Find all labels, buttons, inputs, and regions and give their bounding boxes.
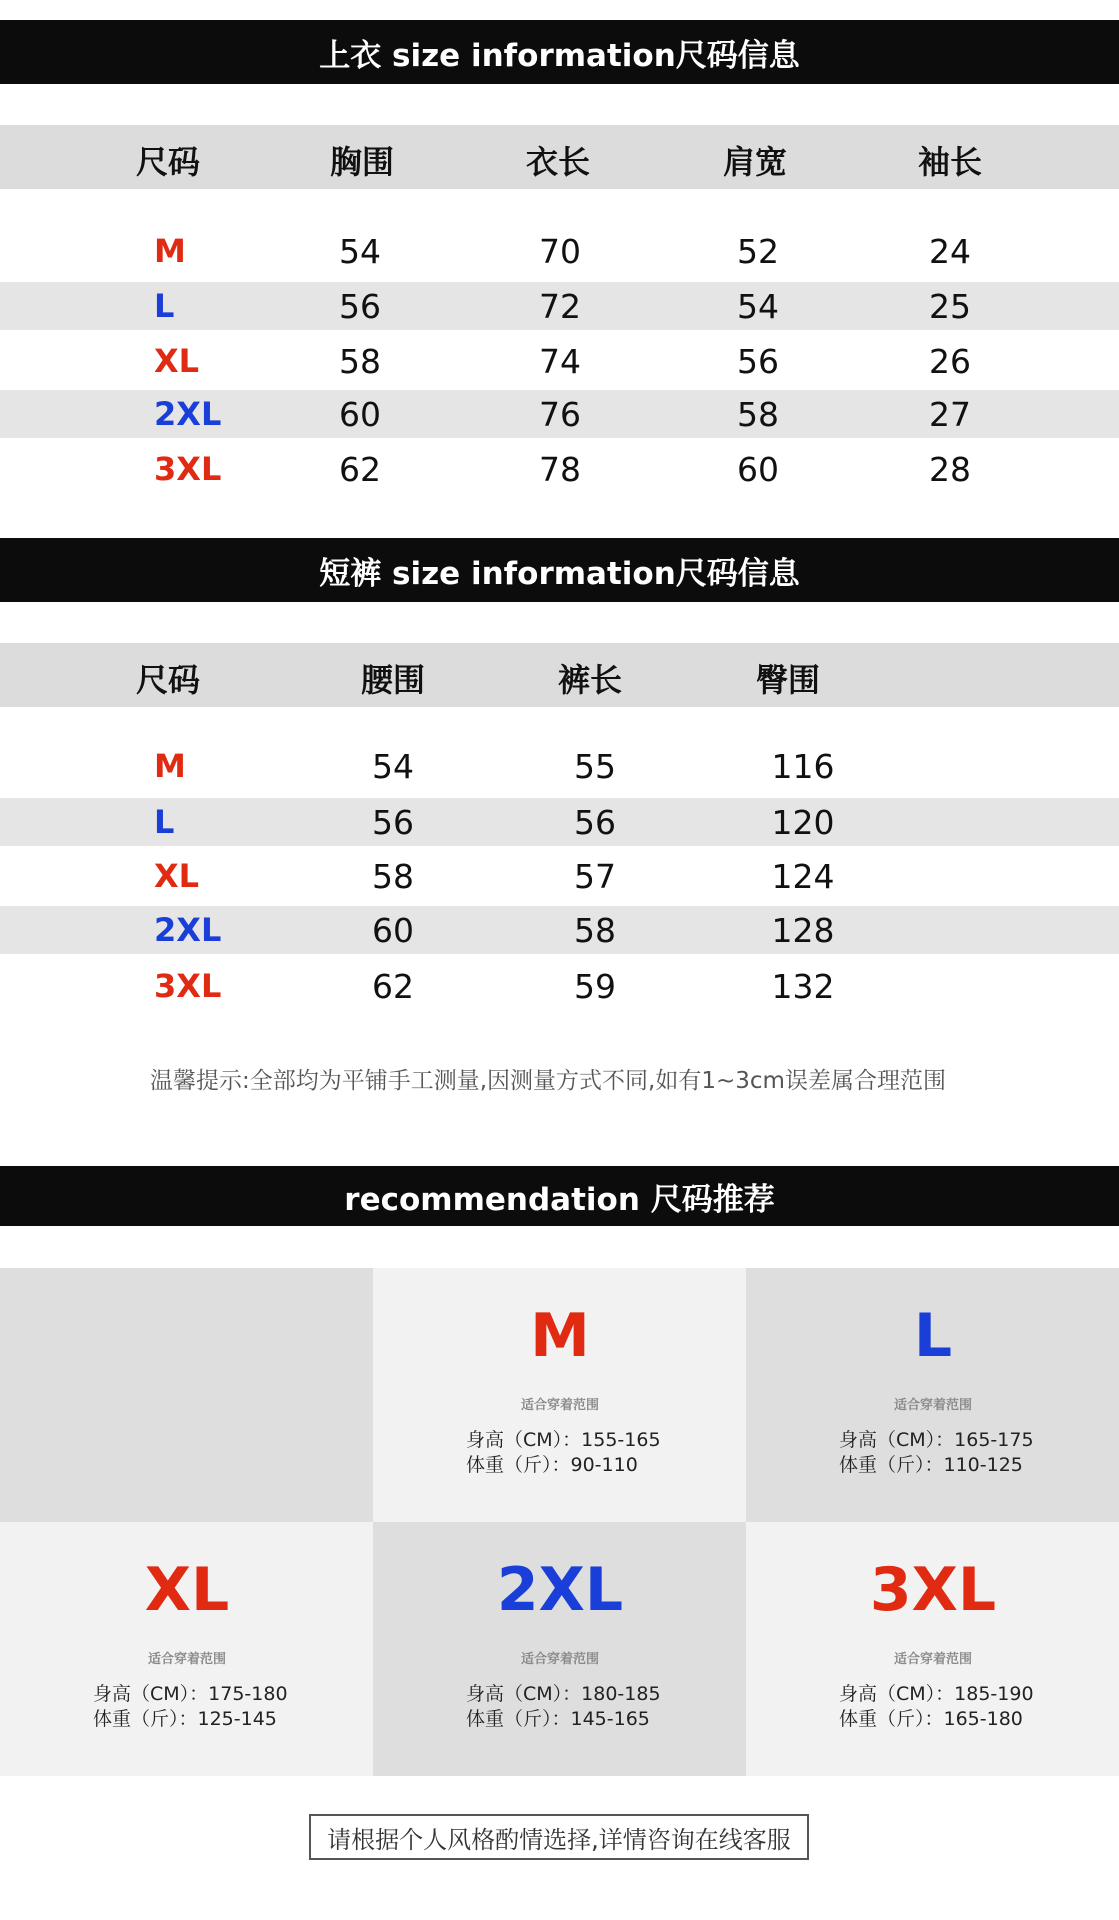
table-cell: 28 [929,450,971,489]
table-cell: 60 [339,395,381,434]
shorts-title: 短裤 size information尺码信息 [319,555,800,592]
card-specs [839,1682,1034,1732]
shorts-table-header [0,643,1119,707]
table-cell: 72 [539,287,581,326]
tops-header-chest: 胸围 [329,143,395,181]
table-cell: 128 [771,911,835,950]
table-cell: 132 [771,967,835,1006]
table-cell: 56 [737,342,779,381]
card-weight: 体重（斤）：90-110 [466,1454,638,1476]
size-label: XL [154,342,200,380]
table-cell: 120 [771,803,835,842]
recommendation-card-3xl [746,1522,1119,1776]
recommendation-card-m [373,1268,747,1522]
table-cell: 78 [539,450,581,489]
contact-service-button[interactable] [309,1814,809,1860]
card-specs [839,1428,1034,1478]
card-specs [93,1682,288,1732]
table-cell: 24 [929,232,971,271]
recommendation-card-xl [0,1522,374,1776]
table-cell: 59 [574,967,616,1006]
recommendation-title: recommendation 尺码推荐 [344,1181,775,1218]
table-cell: 26 [929,342,971,381]
card-height: 身高（CM）：165-175 [839,1429,1034,1451]
table-row [0,227,1119,275]
size-label: M [154,747,186,785]
size-label: XL [154,857,200,895]
measurement-note: 温馨提示:全部均为平铺手工测量,因测量方式不同,如有1~3cm误差属合理范围 [150,1068,946,1094]
shorts-title-bar [0,538,1119,602]
table-cell: 52 [737,232,779,271]
tops-header-sleeve: 袖长 [917,143,983,181]
table-row [0,962,1119,1010]
shorts-header-length: 裤长 [557,661,623,699]
table-row [0,445,1119,493]
card-weight: 体重（斤）：145-165 [466,1708,650,1730]
table-cell: 55 [574,747,616,786]
table-row [0,852,1119,900]
table-row [0,390,1119,438]
tops-header-size: 尺码 [135,143,201,181]
card-size: 3XL [869,1555,997,1625]
card-size: XL [144,1555,230,1625]
table-cell: 25 [929,287,971,326]
table-cell: 70 [539,232,581,271]
table-cell: 57 [574,857,616,896]
card-fit-label: 适合穿着范围 [893,1652,972,1667]
card-height: 身高（CM）：155-165 [466,1429,661,1451]
card-height: 身高（CM）：185-190 [839,1683,1034,1705]
card-fit-label: 适合穿着范围 [520,1652,599,1667]
table-cell: 116 [771,747,835,786]
table-cell: 56 [574,803,616,842]
tops-header-shoulder: 肩宽 [722,143,788,181]
shorts-header-waist: 腰围 [360,661,426,699]
card-height: 身高（CM）：175-180 [93,1683,288,1705]
table-row [0,742,1119,790]
tops-title-bar [0,20,1119,84]
size-label: 2XL [154,395,222,433]
size-label: 3XL [154,967,222,1005]
table-cell: 76 [539,395,581,434]
table-row [0,798,1119,846]
size-label: 2XL [154,911,222,949]
card-fit-label: 适合穿着范围 [147,1652,226,1667]
card-weight: 体重（斤）：165-180 [839,1708,1023,1730]
table-row [0,337,1119,385]
card-height: 身高（CM）：180-185 [466,1683,661,1705]
table-row [0,906,1119,954]
size-label: L [154,803,175,841]
card-weight: 体重（斤）：110-125 [839,1454,1023,1476]
card-specs [466,1682,661,1732]
table-cell: 60 [372,911,414,950]
table-cell: 56 [372,803,414,842]
table-cell: 74 [539,342,581,381]
table-cell: 54 [372,747,414,786]
table-cell: 58 [372,857,414,896]
recommendation-title-bar [0,1166,1119,1226]
card-size: M [530,1301,590,1371]
table-cell: 62 [372,967,414,1006]
card-fit-label: 适合穿着范围 [893,1398,972,1413]
table-cell: 62 [339,450,381,489]
tops-table-header [0,125,1119,189]
contact-service-label: 请根据个人风格酌情选择,详情咨询在线客服 [327,1825,791,1854]
table-row [0,282,1119,330]
table-cell: 60 [737,450,779,489]
size-label: L [154,287,175,325]
table-cell: 58 [339,342,381,381]
size-label: M [154,232,186,270]
table-cell: 27 [929,395,971,434]
recommendation-card-l [746,1268,1119,1522]
card-size: 2XL [496,1555,624,1625]
recommendation-card-2xl [373,1522,747,1776]
shorts-header-size: 尺码 [135,661,201,699]
recommendation-card-blank [0,1268,374,1522]
size-label: 3XL [154,450,222,488]
table-cell: 56 [339,287,381,326]
table-cell: 124 [771,857,835,896]
card-fit-label: 适合穿着范围 [520,1398,599,1413]
card-weight: 体重（斤）：125-145 [93,1708,277,1730]
table-cell: 54 [737,287,779,326]
tops-title: 上衣 size information尺码信息 [319,37,800,74]
card-size: L [913,1301,953,1371]
table-cell: 58 [737,395,779,434]
table-cell: 54 [339,232,381,271]
card-specs [466,1428,661,1478]
tops-header-length: 衣长 [525,143,591,181]
shorts-header-hip: 臀围 [755,661,821,699]
table-cell: 58 [574,911,616,950]
